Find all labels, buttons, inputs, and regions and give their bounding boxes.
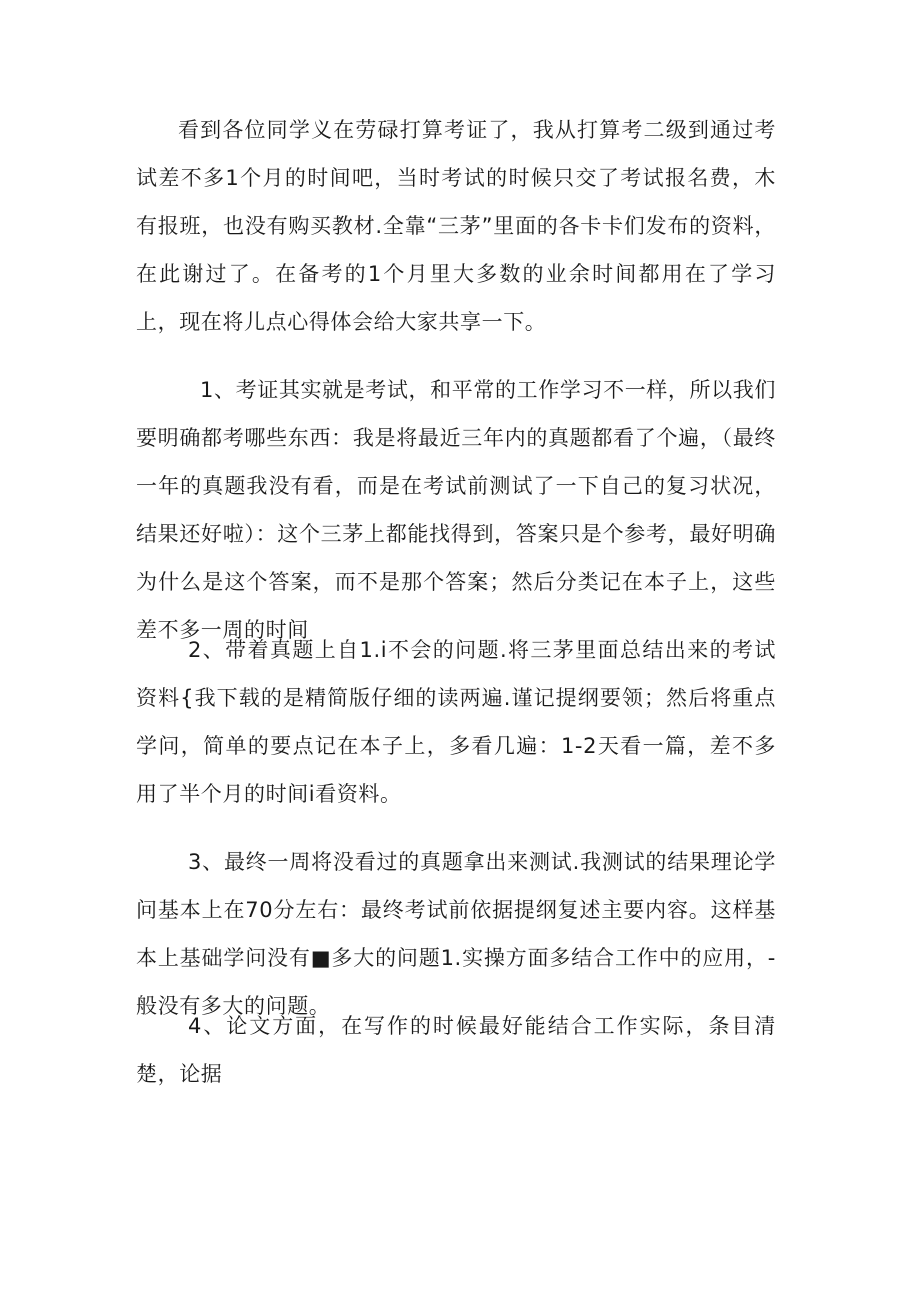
paragraph-point-1: 1、考证其实就是考试，和平常的工作学习不一样，所以我们要明确都考哪些东西：我是将最近三年内的真题都看了个遍，（最终一年的真题我没有看，而是在考试前测试了一下自己的复习状况，结果还好啦）：这个三茅上都能找得到，答案只是个参考，最好明确为什么是这个答案，而不是那个答案；然后分类记在本子上，这些差不多一周的时间 <box>136 378 776 642</box>
paragraph-intro: 看到各位同学义在劳碌打算考证了，我从打算考二级到通过考试差不多1个月的时间吧，当时考试的时候只交了考试报名费，木有报班，也没有购买教材.全靠“三茅”里面的各卡卡们发布的资料，在此谢过了。在备考的1个月里大多数的业余时间都用在了学习上，现在将儿点心得体会给大家共享一下。 <box>136 118 776 334</box>
paragraph-point-4: 4、论文方面，在写作的时候最好能结合工作实际，条目清楚，论据 <box>136 1014 776 1086</box>
paragraph-point-3: 3、最终一周将没看过的真题拿出来测试.我测试的结果理论学问基本上在70分左右：最终考试前依据提纲复述主要内容。这样基本上基础学问没有■多大的问题1.实操方面多结合工作中的应用，-般没有多大的问题。 <box>136 850 776 1018</box>
paragraph-point-2: 2、带着真题上自1.i不会的问题.将三茅里面总结出来的考试资料{我下载的是精简版仔细的读两遍.谨记提纲要领；然后将重点学问，简单的要点记在本子上，多看几遍：1-2天看一篇，差不多用了半个月的时间i看资料。 <box>136 638 776 806</box>
